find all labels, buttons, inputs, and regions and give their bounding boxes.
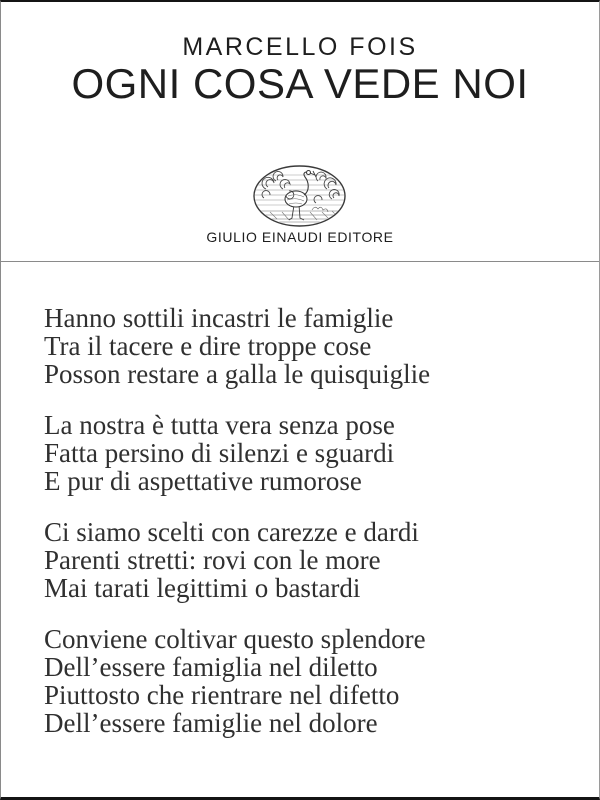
publisher-name: GIULIO EINAUDI EDITORE — [206, 229, 394, 245]
poem-stanza — [44, 411, 579, 495]
poem-stanza — [44, 518, 579, 602]
poem-line: Posson restare a galla le quisquiglie — [44, 359, 431, 389]
einaudi-ostrich-logo-icon — [252, 165, 347, 228]
poem-text — [44, 304, 579, 760]
poem-line: Dell’essere famiglie nel dolore — [44, 708, 378, 738]
book-title: OGNI COSA VEDE NOI — [71, 60, 529, 107]
poem-line: Conviene coltivar questo splendore — [44, 624, 426, 654]
author-name: MARCELLO FOIS — [182, 33, 418, 61]
poem-line: Tra il tacere e dire troppe cose — [44, 331, 372, 361]
poem-line: Parenti stretti: rovi con le more — [44, 545, 381, 575]
poem-line: Mai tarati legittimi o bastardi — [44, 573, 361, 603]
poem-stanza — [44, 304, 579, 388]
poem-line: Dell’essere famiglia nel diletto — [44, 652, 378, 682]
poem-line: E pur di aspettative rumorose — [44, 466, 362, 496]
poem-line: Fatta persino di silenzi e sguardi — [44, 438, 395, 468]
divider-rule — [1, 261, 600, 262]
poem-line: Piuttosto che rientrare nel difetto — [44, 680, 400, 710]
poem-line: La nostra è tutta vera senza pose — [44, 410, 395, 440]
poem-line: Hanno sottili incastri le famiglie — [44, 303, 394, 333]
poem-stanza — [44, 625, 579, 737]
poem-line: Ci siamo scelti con carezze e dardi — [44, 517, 419, 547]
